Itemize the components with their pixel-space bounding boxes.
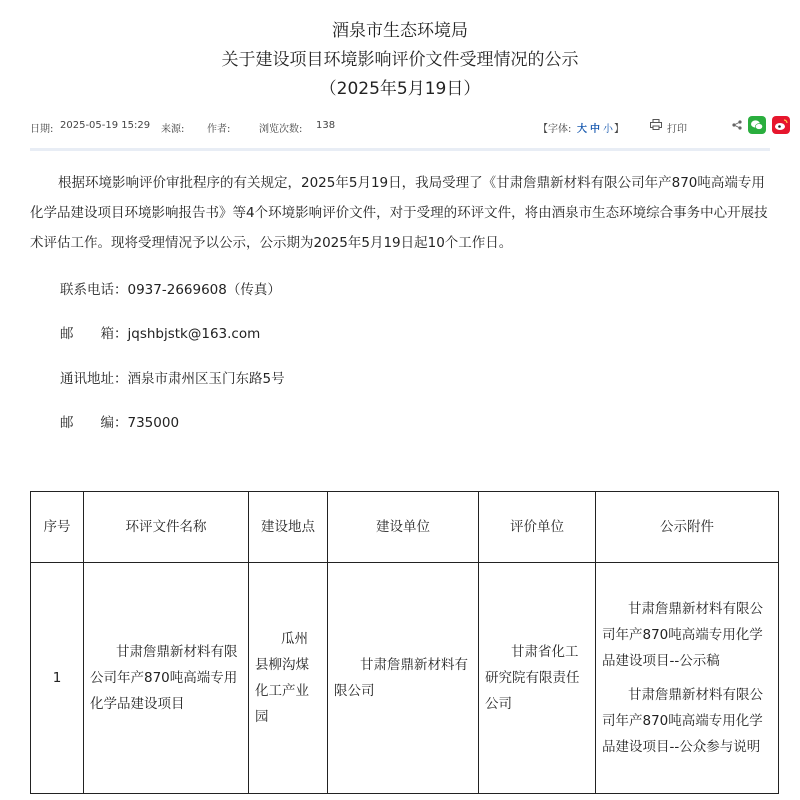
attachment-link-2[interactable]: 甘肃詹鼎新材料有限公司年产870吨高端专用化学品建设项目--公众参与说明 [602,687,763,755]
contact-postcode [60,411,179,431]
header-evaluator: 评价单位 [479,492,596,563]
row-name: 甘肃詹鼎新材料有限公司年产870吨高端专用化学品建设项目 [84,563,249,794]
page-title: 关于建设项目环境影响评价文件受理情况的公示 [221,50,579,70]
share-icon[interactable] [732,120,742,130]
attachment-link-1[interactable]: 甘肃詹鼎新材料有限公司年产870吨高端专用化学品建设项目--公示稿 [602,601,763,669]
table-row [31,563,779,794]
header-attachment: 公示附件 [596,492,779,563]
intro-text: 根据环境影响评价审批程序的有关规定，2025年5月19日，我局受理了《甘肃詹鼎新材料有限公司年产870吨高端专用化学品建设项目环境影响报告书》等4个环境影响评价文件，对于受理的环评文件，将由酒泉市生态环境综合事务中心开展技术评估工作。现将受理情况予以公示，公示期为2025年5月19日起10个工作日。 [30,175,768,251]
header-unit: 建设单位 [328,492,479,563]
header-location: 建设地点 [249,492,328,563]
date-label: 日期: [30,124,54,135]
printer-icon[interactable] [650,119,662,130]
row-num: 1 [31,563,84,794]
wechat-icon[interactable] [748,116,766,134]
font-small-button[interactable]: 小 [603,124,613,135]
contact-address [60,367,285,387]
header-name: 环评文件名称 [84,492,249,563]
phone-value: 0937-2669608（传真） [127,282,281,298]
intro-paragraph [30,168,772,258]
address-value: 酒泉市肃州区玉门东路5号 [127,371,285,387]
header-num: 序号 [31,492,84,563]
source-label: 来源: [161,124,185,135]
email-value: jqshbjstk@163.com [127,326,261,342]
row-location: 瓜州县柳沟煤化工产业园 [249,563,328,794]
font-size-close: 】 [614,124,624,135]
table-header-row [31,492,779,563]
page-date: （2025年5月19日） [319,79,481,99]
contact-email [60,322,260,342]
font-size-label: 【字体: [538,124,572,135]
projects-table [30,491,779,794]
meta-bar [30,120,770,136]
row-evaluator: 甘肃省化工研究院有限责任公司 [479,563,596,794]
views-value: 138 [316,120,336,131]
views-label: 浏览次数: [259,124,303,135]
phone-label: 联系电话： [60,282,128,298]
postcode-value: 735000 [127,415,180,431]
font-large-button[interactable]: 大 [577,124,587,135]
agency-name: 酒泉市生态环境局 [332,21,468,41]
contact-phone [60,278,281,298]
date-value: 2025-05-19 15:29 [60,120,151,131]
row-attachments [596,563,779,794]
print-button[interactable]: 打印 [667,124,687,135]
postcode-label: 邮 编： [60,415,128,431]
author-label: 作者: [207,124,231,135]
row-unit: 甘肃詹鼎新材料有限公司 [328,563,479,794]
weibo-icon[interactable] [772,116,790,134]
header-divider [30,148,770,151]
font-medium-button[interactable]: 中 [590,124,600,135]
address-label: 通讯地址： [60,371,128,387]
email-label: 邮 箱： [60,326,128,342]
